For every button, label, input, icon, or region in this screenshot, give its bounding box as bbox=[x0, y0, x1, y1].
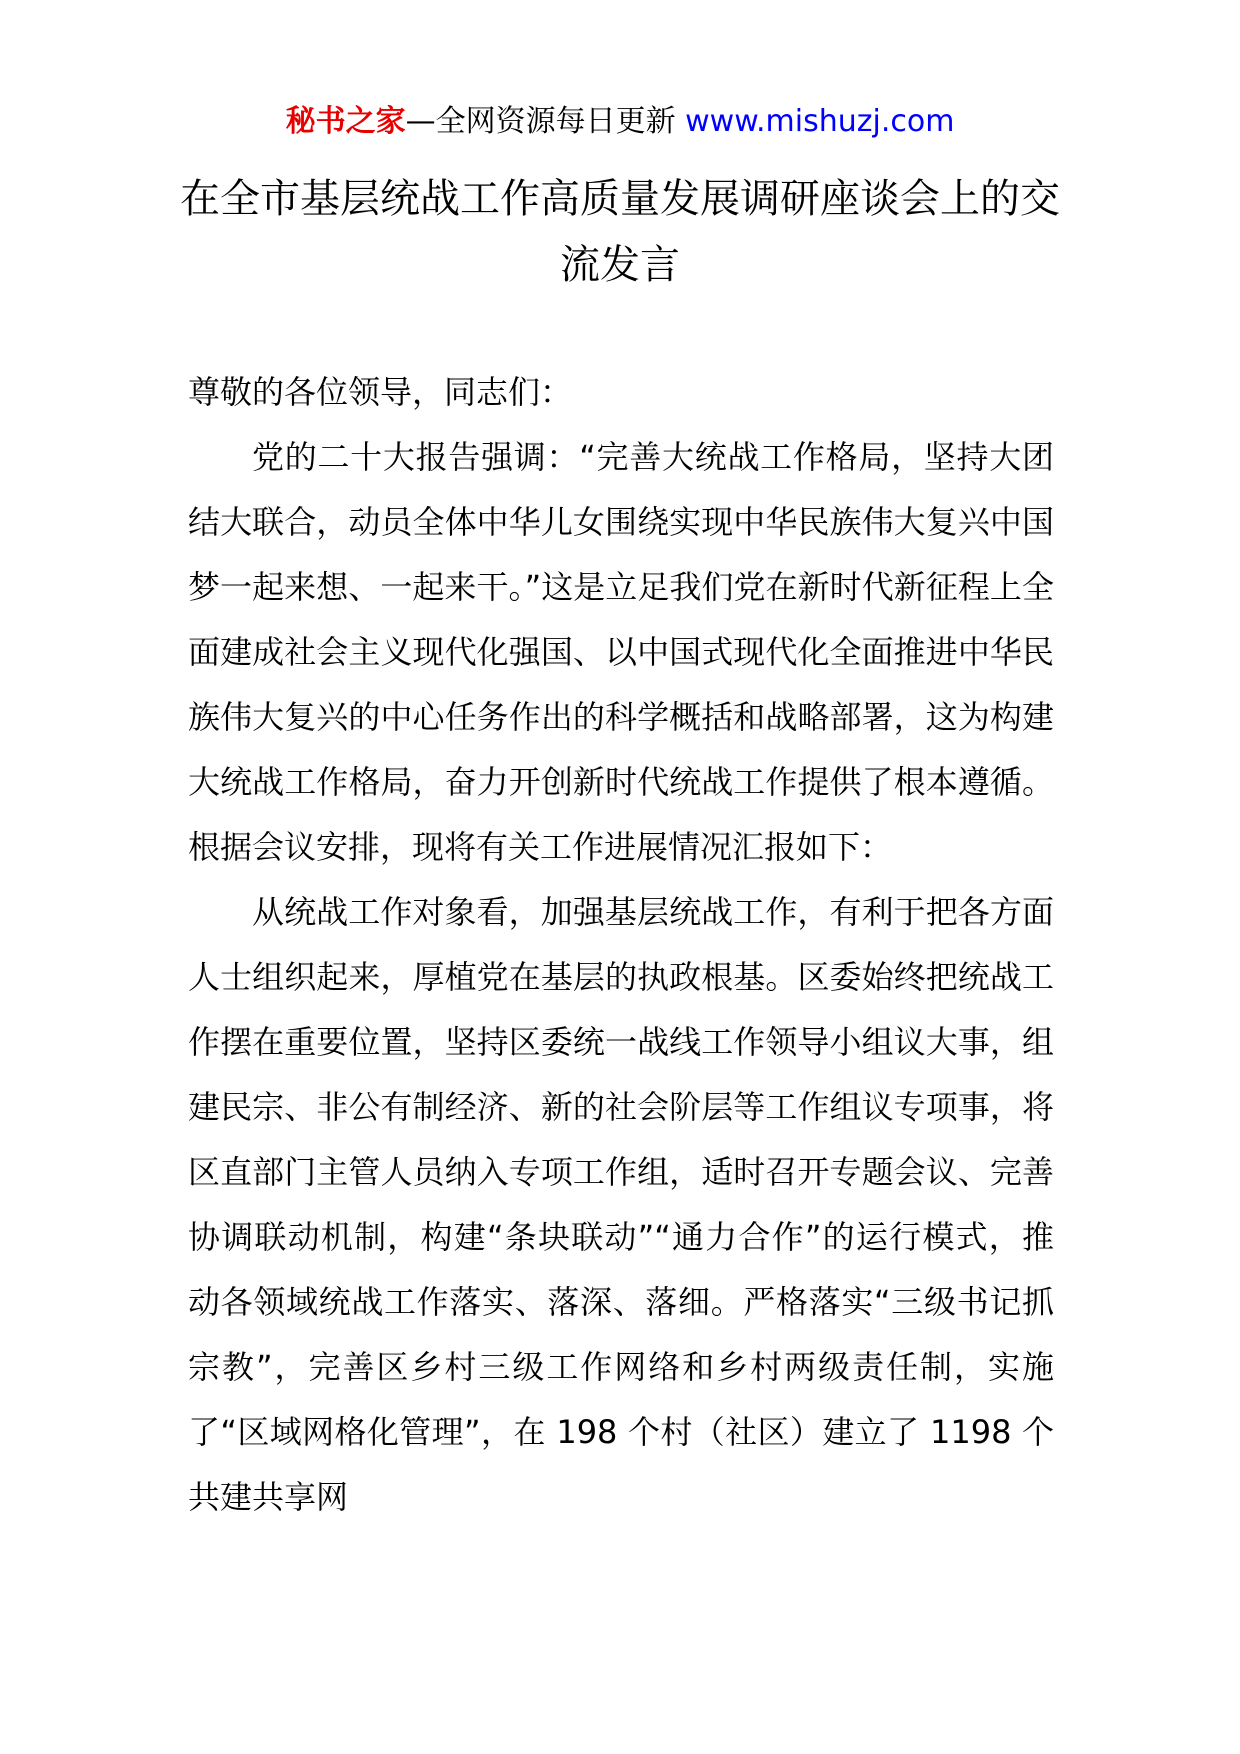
banner-tagline: —全网资源每日更新 bbox=[405, 104, 676, 139]
salutation: 尊敬的各位领导，同志们： bbox=[188, 373, 573, 411]
document-title: 在全市基层统战工作高质量发展调研座谈会上的交流发言 bbox=[180, 176, 1060, 288]
document-body bbox=[188, 360, 1054, 1530]
brand-name: 秘书之家 bbox=[285, 104, 406, 139]
paragraph-2: 从统战工作对象看，加强基层统战工作，有利于把各方面人士组织起来，厚植党在基层的执政根基。区委始终把统战工作摆在重要位置，坚持区委统一战线工作领导小组议大事，组建民宗、非公有制经济、新的社会阶层等工作组议专项事，将区直部门主管人员纳入专项工作组，适时召开专题会议、完善协调联动机制，构建“条块联动”“通力合作”的运行模式，推动各领域统战工作落实、落深、落细。严格落实“三级书记抓宗教”，完善区乡村三级工作网络和乡村两级责任制，实施了“区域网格化管理”，在 198 个村（社区）建立了 1198 个共建共享网 bbox=[188, 893, 1054, 1516]
site-url-link[interactable]: www.mishuzj.com bbox=[685, 104, 955, 139]
paragraph-1: 党的二十大报告强调：“完善大统战工作格局，坚持大团结大联合，动员全体中华儿女围绕实现中华民族伟大复兴中国梦一起来想、一起来干。”这是立足我们党在新时代新征程上全面建成社会主义现代化强国、以中国式现代化全面推进中华民族伟大复兴的中心任务作出的科学概括和战略部署，这为构建大统战工作格局，奋力开创新时代统战工作提供了根本遵循。根据会议安排，现将有关工作进展情况汇报如下： bbox=[188, 438, 1054, 866]
site-banner bbox=[0, 100, 1240, 144]
